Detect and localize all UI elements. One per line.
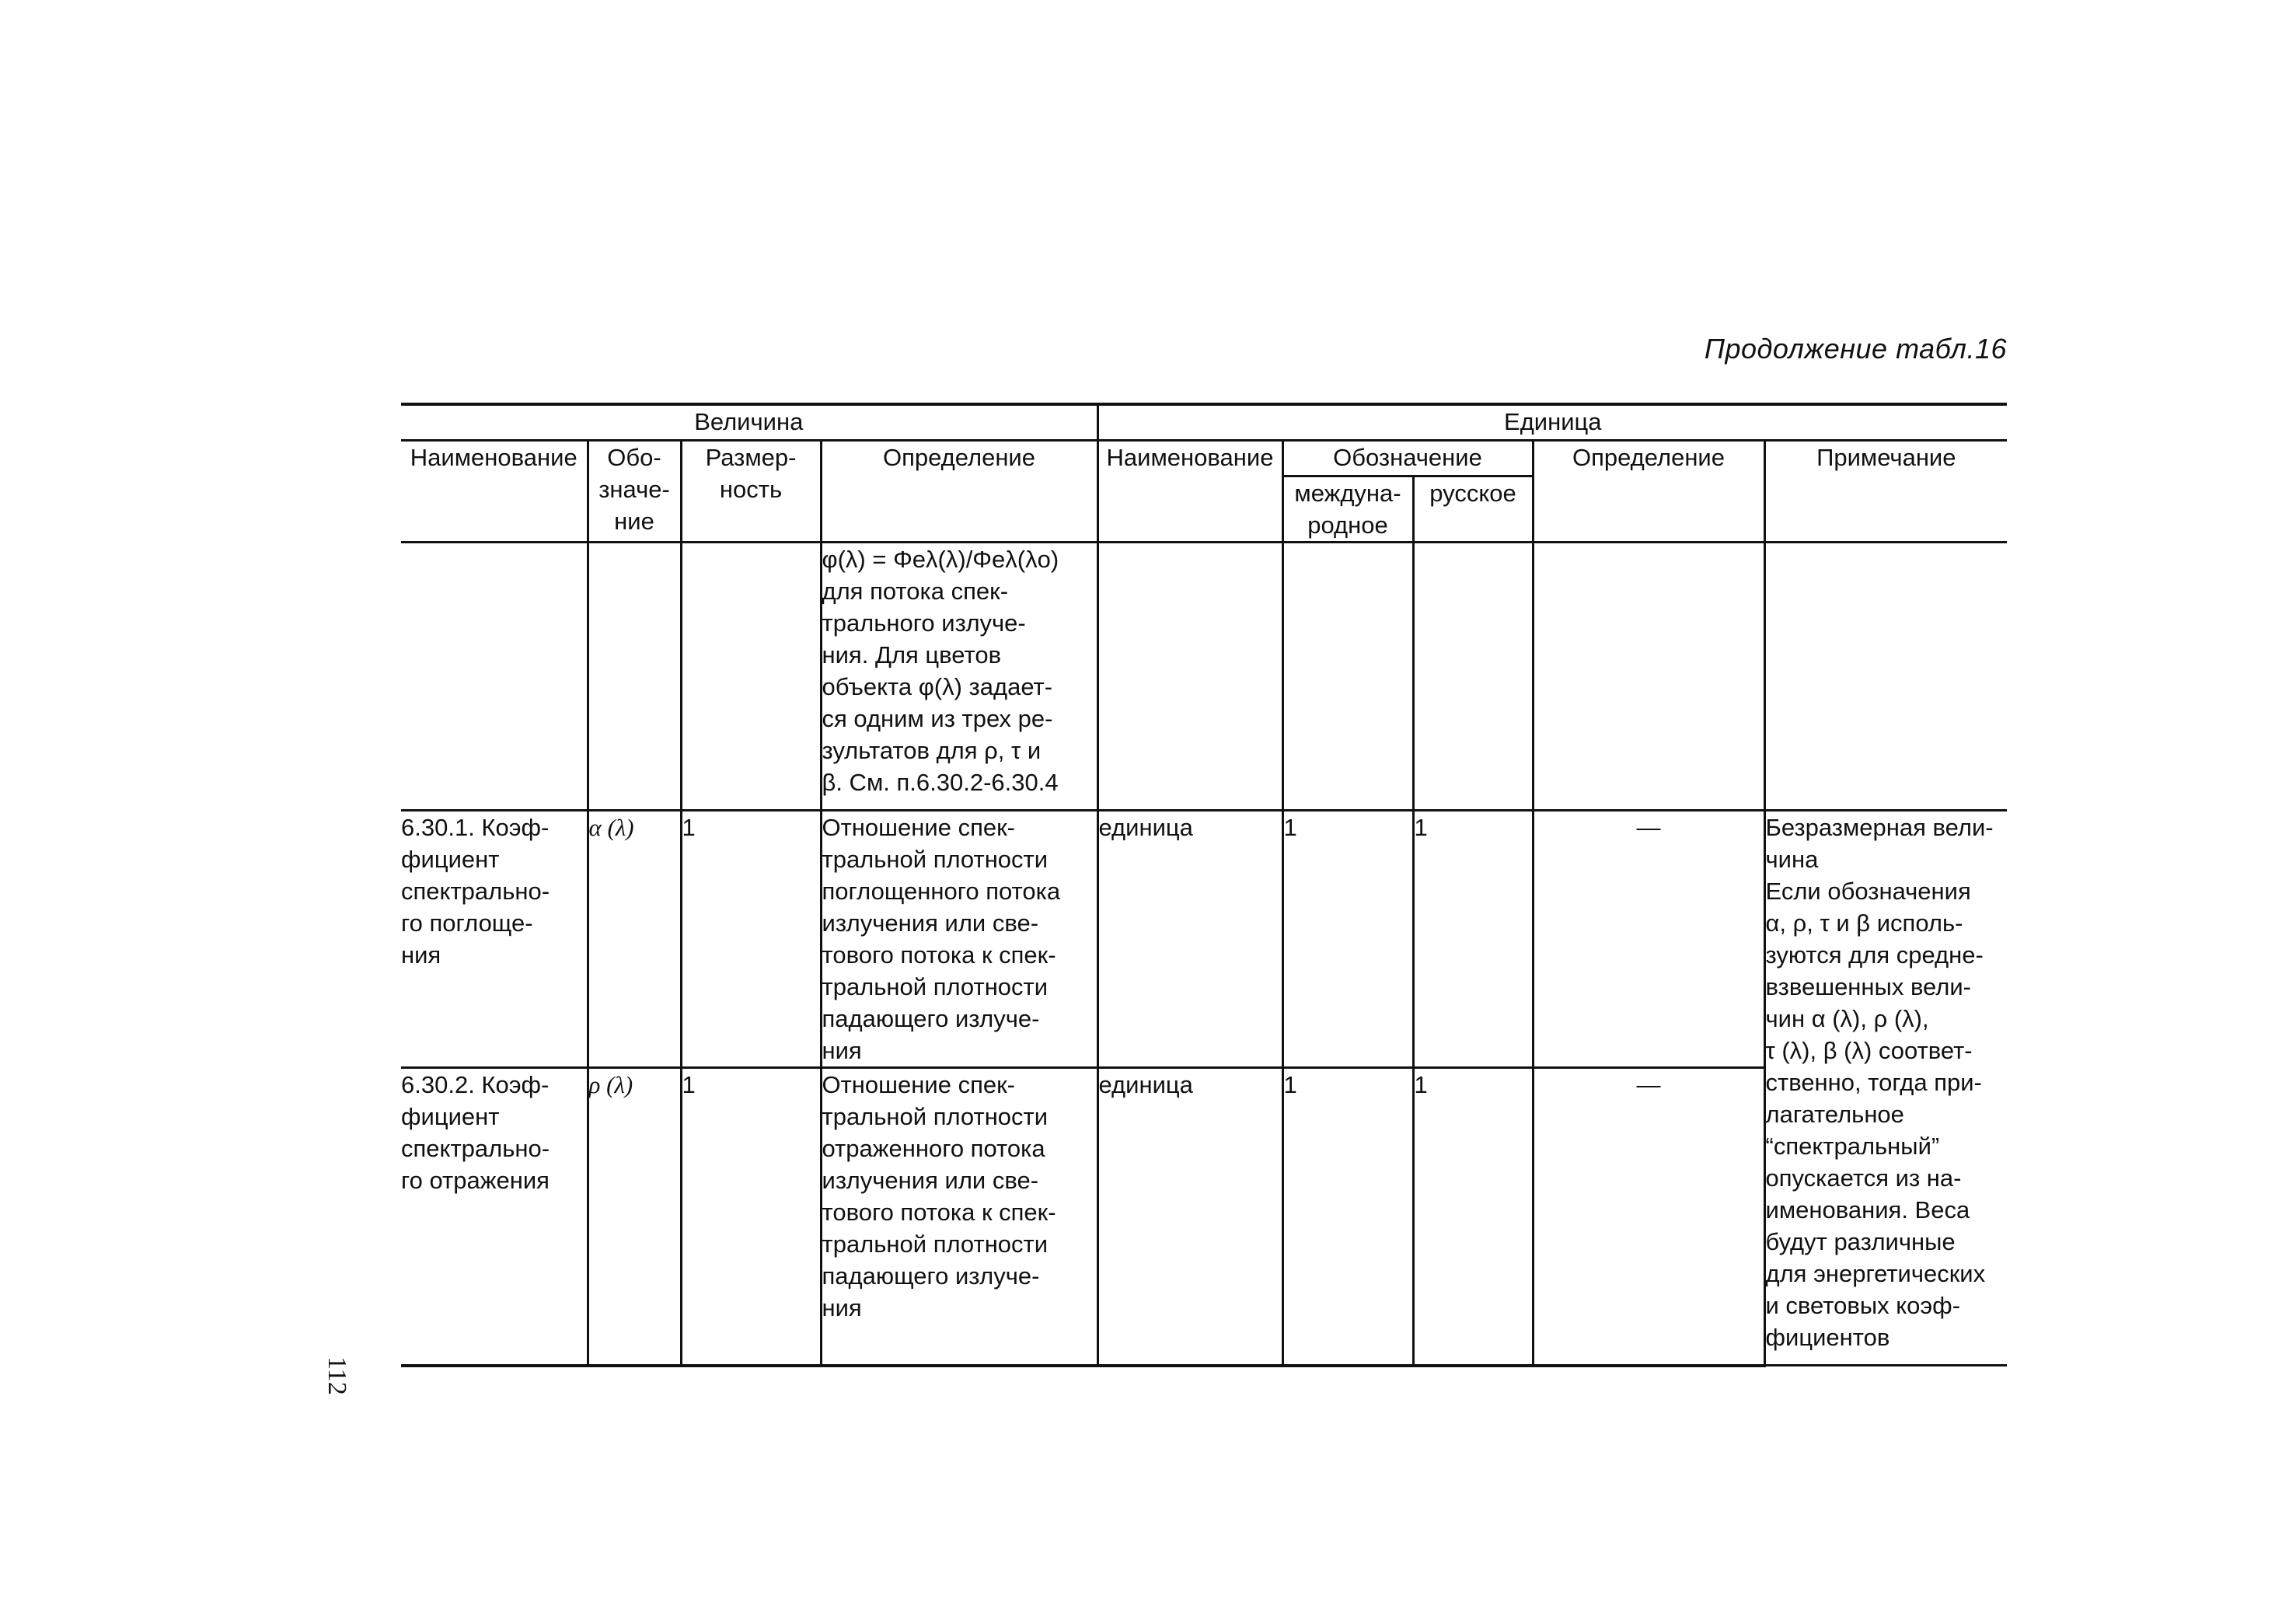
header-intl-line: междуна- <box>1294 479 1401 507</box>
definition-line: β. См. п.6.30.2-6.30.4 <box>822 768 1059 796</box>
name-line: спектрально- <box>401 877 550 905</box>
note-line: “спектральный” <box>1765 1132 1940 1160</box>
cell-empty <box>1764 542 2007 810</box>
definition-line: поглощенного потока <box>822 877 1061 905</box>
header-note: Примечание <box>1764 440 2007 542</box>
header-unit-definition: Определение <box>1533 440 1764 542</box>
name-line: го поглоще- <box>401 909 533 937</box>
table-caption: Продолжение табл.16 <box>1704 333 2007 365</box>
definition-line: Отношение спек- <box>822 813 1015 841</box>
table-row <box>401 810 2007 1067</box>
note-line: лагательное <box>1765 1100 1904 1128</box>
definition-line: тральной плотности <box>822 845 1049 873</box>
definition-line: трального излуче- <box>822 609 1026 637</box>
note-line: чина <box>1765 845 1819 873</box>
note-line: именования. Веса <box>1765 1195 1970 1223</box>
name-line: фициент <box>401 845 500 873</box>
name-line: спектрально- <box>401 1134 550 1162</box>
page-number: 112 <box>323 1356 351 1395</box>
note-line: Безразмерная вели- <box>1765 813 1994 841</box>
cell-empty <box>1533 542 1764 810</box>
definition-line: падающего излуче- <box>822 1262 1040 1290</box>
header-unit-name: Наименование <box>1097 440 1282 542</box>
cell-unit-name: единица <box>1097 810 1282 1067</box>
cell-unit-symbol-ru: 1 <box>1413 1067 1533 1366</box>
cell-quantity-dimension: 1 <box>681 810 821 1067</box>
definition-line: тральной плотности <box>822 1230 1049 1258</box>
name-line: 6.30.1. Коэф- <box>401 813 550 841</box>
definition-line: для потока спек- <box>822 577 1009 605</box>
cell-empty <box>681 542 821 810</box>
header-symbol-line: Обо- <box>607 443 661 471</box>
definition-line: тового потока к спек- <box>822 941 1056 969</box>
cell-empty <box>1097 542 1282 810</box>
note-line: фициентов <box>1765 1323 1890 1351</box>
definition-line: тральной плотности <box>822 1102 1049 1130</box>
note-line: τ (λ), β (λ) соответ- <box>1765 1036 1973 1064</box>
cell-empty <box>1413 542 1533 810</box>
note-line: ственно, тогда при- <box>1765 1068 1982 1096</box>
header-dimension-line: Размер- <box>705 443 797 471</box>
note-line: взвешенных вели- <box>1765 972 1971 1000</box>
header-unit-symbol-intl <box>1282 476 1413 542</box>
note-line: будут различные <box>1765 1227 1956 1255</box>
cell-quantity-symbol: α (λ) <box>588 810 681 1067</box>
header-symbol-line: ние <box>614 507 654 535</box>
note-line: и световых коэф- <box>1765 1291 1961 1319</box>
note-line: зуются для средне- <box>1765 941 1984 969</box>
cell-quantity-definition <box>821 810 1097 1067</box>
cell-empty <box>1282 542 1413 810</box>
note-line: чин α (λ), ρ (λ), <box>1765 1004 1929 1032</box>
cell-quantity-definition <box>821 1067 1097 1366</box>
cell-quantity-dimension: 1 <box>681 1067 821 1366</box>
definition-line: отраженного потока <box>822 1134 1045 1162</box>
note-line: α, ρ, τ и β исполь- <box>1765 909 1963 937</box>
cell-quantity-name <box>401 1067 588 1366</box>
definition-line: излучения или све- <box>822 909 1039 937</box>
name-line: го отражения <box>401 1166 550 1194</box>
header-quantity-group: Величина <box>401 404 1097 440</box>
cell-definition-continued <box>821 542 1097 810</box>
note-line: Если обозначения <box>1765 877 1971 905</box>
cell-unit-symbol-ru: 1 <box>1413 810 1533 1067</box>
definition-line: зультатов для ρ, τ и <box>822 736 1042 764</box>
cell-empty <box>588 542 681 810</box>
cell-quantity-name <box>401 810 588 1067</box>
cell-unit-definition: — <box>1533 1067 1764 1366</box>
cell-unit-symbol-intl: 1 <box>1282 1067 1413 1366</box>
definition-line: ния. Для цветов <box>822 640 1002 668</box>
definition-line: объекта φ(λ) задает- <box>822 672 1053 700</box>
header-quantity-name: Наименование <box>401 440 588 542</box>
definition-line: Отношение спек- <box>822 1070 1015 1098</box>
definition-line: ния <box>822 1036 862 1064</box>
cell-note <box>1764 810 2007 1366</box>
definition-line: падающего излуче- <box>822 1004 1040 1032</box>
note-line: опускается из на- <box>1765 1164 1962 1192</box>
cell-quantity-symbol: ρ (λ) <box>588 1067 681 1366</box>
name-line: ния <box>401 941 441 969</box>
cell-unit-symbol-intl: 1 <box>1282 810 1413 1067</box>
header-dimension-line: ность <box>719 475 783 503</box>
definition-line: тового потока к спек- <box>822 1198 1056 1226</box>
name-line: фициент <box>401 1102 500 1130</box>
header-quantity-dimension <box>681 440 821 542</box>
header-unit-group: Единица <box>1097 404 2007 440</box>
header-quantity-symbol <box>588 440 681 542</box>
name-line: 6.30.2. Коэф- <box>401 1070 550 1098</box>
definition-line: ся одним из трех ре- <box>822 704 1053 732</box>
note-line: для энергетических <box>1765 1259 1986 1287</box>
header-unit-symbol-ru: русское <box>1413 476 1533 542</box>
quantities-table <box>401 403 2007 1367</box>
cell-unit-name: единица <box>1097 1067 1282 1366</box>
header-symbol-line: значе- <box>598 475 670 503</box>
definition-formula: φ(λ) = Φeλ(λ)/Φeλ(λo) <box>822 545 1059 573</box>
definition-line: тральной плотности <box>822 972 1049 1000</box>
definition-line: ния <box>822 1293 862 1321</box>
cell-unit-definition: — <box>1533 810 1764 1067</box>
table-row <box>401 542 2007 810</box>
cell-empty <box>401 542 588 810</box>
header-unit-symbol: Обозначение <box>1282 440 1533 476</box>
header-quantity-definition: Определение <box>821 440 1097 542</box>
definition-line: излучения или све- <box>822 1166 1039 1194</box>
header-intl-line: родное <box>1307 511 1388 539</box>
